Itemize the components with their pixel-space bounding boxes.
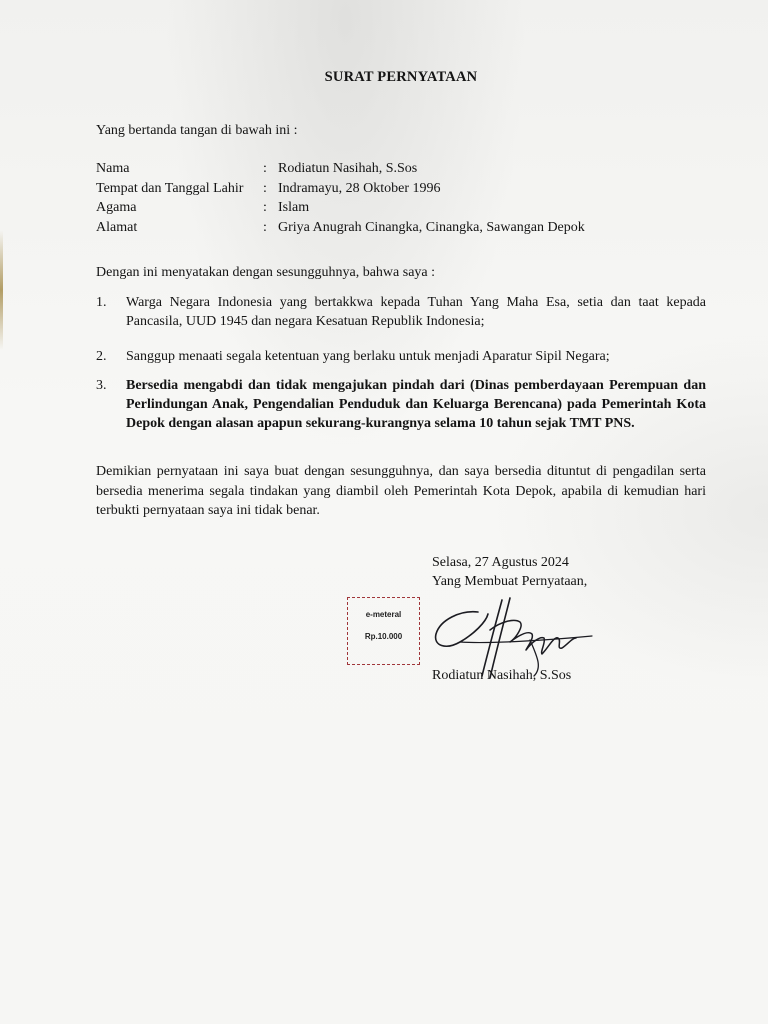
- field-value: Indramayu, 28 Oktober 1996: [278, 180, 441, 196]
- field-row-name: [96, 159, 585, 179]
- e-meterai-stamp: [347, 597, 420, 665]
- item-text: Sanggup menaati segala ketentuan yang berlaku untuk menjadi Aparatur Sipil Negara;: [126, 349, 610, 364]
- field-colon: :: [263, 219, 267, 235]
- statement-item-3: [96, 376, 706, 433]
- statement-item-1: [96, 293, 706, 331]
- field-colon: :: [263, 161, 267, 176]
- identity-fields: [96, 159, 585, 237]
- field-label: Agama: [96, 200, 137, 215]
- field-row-address: [96, 218, 585, 238]
- item-text: Bersedia mengabdi dan tidak mengajukan pindah dari (Dinas pemberdayaan Perempuan dan Perlindungan Anak, Pengendalian Penduduk dan Keluarga Berencana) pada Pemerintah Kota Depok dengan alasan apapun sekurang-kurangnya selama 10 tahun sejak TMT PNS.: [126, 378, 706, 431]
- field-value: Griya Anugrah Cinangka, Cinangka, Sawangan Depok: [278, 219, 585, 235]
- field-row-religion: [96, 198, 585, 218]
- item-number: 1.: [96, 295, 107, 310]
- meterai-label: e-meteral: [365, 610, 402, 619]
- field-label: Nama: [96, 161, 130, 176]
- intro-text: Yang bertanda tangan di bawah ini :: [96, 123, 298, 138]
- field-row-birth: [96, 179, 585, 199]
- signature-header: [432, 553, 587, 591]
- item-number: 3.: [96, 378, 107, 393]
- statement-item-2: [96, 347, 706, 366]
- field-value: Rodiatun Nasihah, S.Sos: [278, 161, 418, 176]
- closing-paragraph: Demikian pernyataan ini saya buat dengan sesungguhnya, dan saya bersedia dituntut di pengadilan serta bersedia menerima segala tindakan yang diambil oleh Pemerintah Kota Depok, apabila di kemudian hari terbukti pernyataan saya ini tidak benar.: [96, 464, 706, 518]
- paper-edge-shadow: [0, 230, 3, 350]
- field-colon: :: [263, 200, 267, 215]
- item-number: 2.: [96, 349, 107, 364]
- signer-role: Yang Membuat Pernyataan,: [432, 574, 588, 589]
- field-value: Islam: [278, 200, 310, 215]
- document-title: SURAT PERNYATAAN: [324, 69, 478, 85]
- field-label: Alamat: [96, 219, 138, 235]
- signing-date: Selasa, 27 Agustus 2024: [432, 555, 569, 570]
- field-label: Tempat dan Tanggal Lahir: [96, 180, 244, 196]
- item-text: Warga Negara Indonesia yang bertakkwa kepada Tuhan Yang Maha Esa, setia dan taat kepada Pancasila, UUD 1945 dan negara Kesatuan Republik Indonesia;: [126, 295, 706, 329]
- meterai-value: Rp.10.000: [364, 632, 403, 641]
- field-colon: :: [263, 180, 267, 196]
- statement-intro: Dengan ini menyatakan dengan sesungguhnya, bahwa saya :: [96, 265, 436, 280]
- signer-name: Rodiatun Nasihah, S.Sos: [432, 668, 572, 683]
